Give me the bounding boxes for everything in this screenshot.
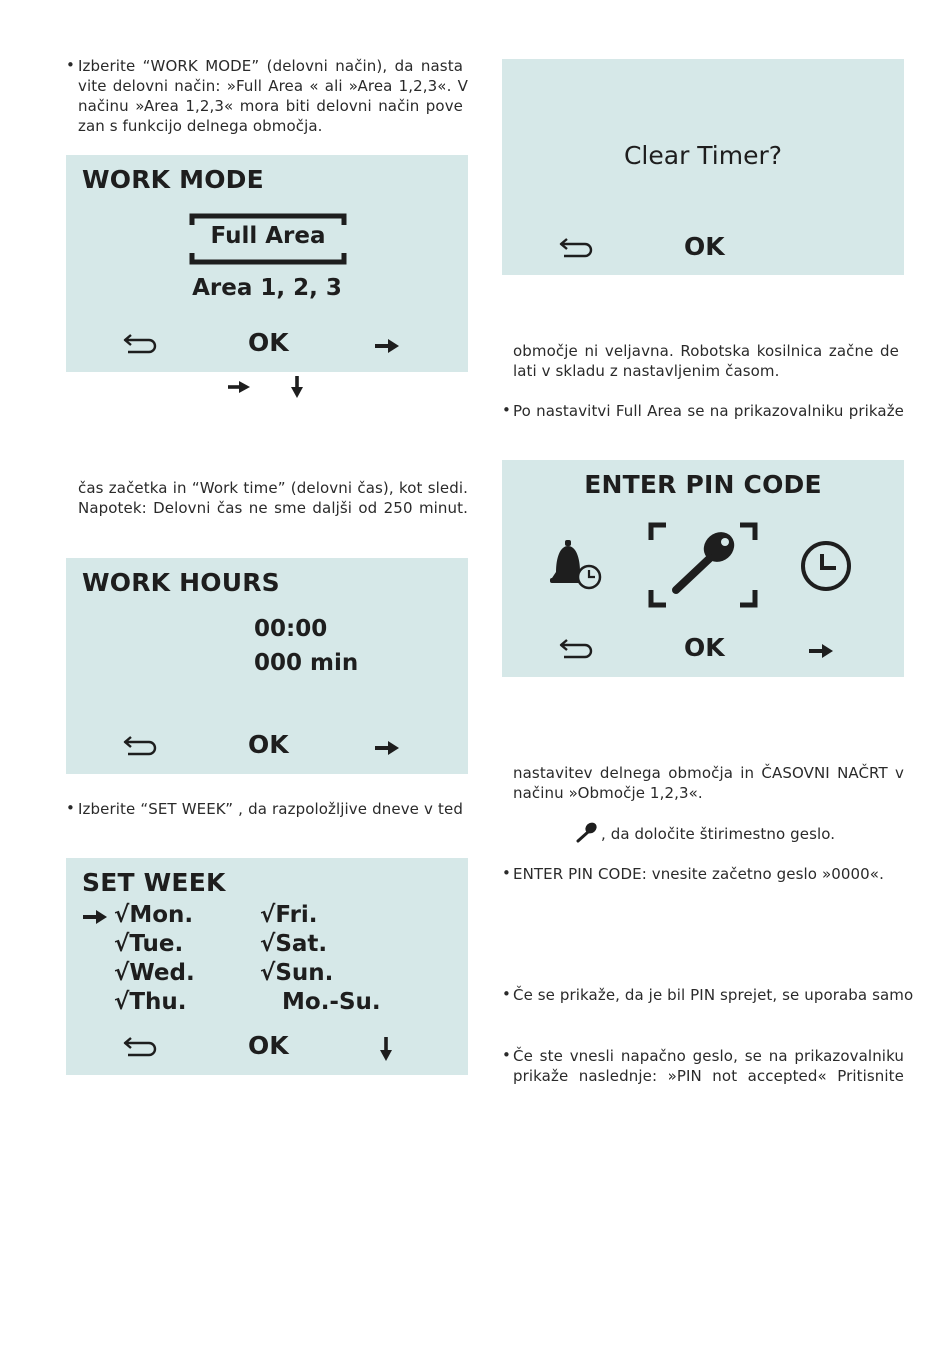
- set-week-panel: [66, 858, 468, 1075]
- day-label: Sun.: [275, 960, 334, 986]
- option-full-area[interactable]: Full Area: [210, 223, 326, 249]
- ok-button[interactable]: OK: [248, 1031, 289, 1060]
- check-icon: √: [260, 931, 276, 957]
- pin-panel: [502, 460, 904, 677]
- panel-title: WORK MODE: [82, 165, 264, 194]
- bullet: •: [502, 985, 511, 1003]
- intro-line: zan s funkcijo delnega območja.: [78, 117, 323, 135]
- day-label: Mon.: [129, 902, 194, 928]
- day-sun[interactable]: [260, 960, 333, 986]
- right-arrow-icon[interactable]: [374, 338, 400, 354]
- day-label: Sat.: [275, 931, 328, 957]
- clock-icon[interactable]: [800, 540, 852, 592]
- day-tue[interactable]: [114, 931, 183, 957]
- day-label: Thu.: [129, 989, 187, 1015]
- accepted-line: Če se prikaže, da je bil PIN sprejet, se uporaba samo: [513, 986, 914, 1004]
- pin-line: ENTER PIN CODE: vnesite začetno geslo »0000«.: [513, 865, 884, 883]
- partial-line: nastavitev delnega območja in ČASOVNI NAČRT v: [513, 764, 904, 782]
- down-arrow-icon: [290, 375, 304, 399]
- intro-line: načinu »Area 1,2,3« mora biti delovni način pove: [78, 97, 463, 115]
- back-arrow-icon[interactable]: [122, 1035, 158, 1057]
- panel-title: SET WEEK: [82, 868, 226, 897]
- down-arrow-icon[interactable]: [379, 1036, 393, 1062]
- work-hours-panel: [66, 558, 468, 774]
- back-arrow-icon[interactable]: [558, 637, 594, 659]
- key-icon: [576, 821, 598, 843]
- day-sat[interactable]: [260, 931, 327, 957]
- work-mode-panel: [66, 155, 468, 372]
- bullet: •: [502, 864, 511, 882]
- option-area-123[interactable]: Area 1, 2, 3: [192, 275, 342, 301]
- intro-line: vite delovni način: »Full Area « ali »Area 1,2,3«. V: [78, 77, 468, 95]
- back-arrow-icon[interactable]: [122, 332, 158, 354]
- day-wed[interactable]: [114, 960, 195, 986]
- back-arrow-icon[interactable]: [558, 236, 594, 258]
- right-arrow-icon: [227, 380, 251, 394]
- check-icon: √: [114, 960, 130, 986]
- ok-button[interactable]: OK: [684, 633, 725, 662]
- check-icon: √: [114, 989, 130, 1015]
- back-arrow-icon[interactable]: [122, 734, 158, 756]
- bullet: •: [66, 56, 75, 74]
- right-arrow-icon[interactable]: [374, 740, 400, 756]
- area-line: območje ni veljavna. Robotska kosilnica začne de: [513, 342, 899, 360]
- ok-button[interactable]: OK: [248, 730, 289, 759]
- clear-timer-panel: [502, 59, 904, 275]
- wrong-line: prikaže naslednje: »PIN not accepted« Pritisnite: [513, 1067, 904, 1085]
- check-icon: √: [260, 960, 276, 986]
- bell-clock-icon[interactable]: [546, 538, 606, 592]
- check-icon: √: [114, 902, 130, 928]
- day-thu[interactable]: [114, 989, 187, 1015]
- check-icon: √: [260, 902, 276, 928]
- key-icon[interactable]: [670, 528, 738, 596]
- panel-title: WORK HOURS: [82, 568, 280, 597]
- wrong-line: Če ste vnesli napačno geslo, se na prikazovalniku: [513, 1047, 904, 1065]
- bullet: •: [66, 799, 75, 817]
- right-arrow-icon: [82, 909, 108, 925]
- bullet: •: [502, 401, 511, 419]
- time-line: Napotek: Delovni čas ne sme daljši od 250 minut.: [78, 499, 468, 517]
- key-line: , da določite štirimestno geslo.: [601, 825, 836, 843]
- day-label: Tue.: [129, 931, 184, 957]
- bullet: •: [502, 1046, 511, 1064]
- intro-line: Izberite “WORK MODE” (delovni način), da nasta: [78, 57, 463, 75]
- start-time-value[interactable]: 00:00: [254, 616, 328, 642]
- day-all[interactable]: Mo.-Su.: [282, 989, 381, 1015]
- day-label: Wed.: [129, 960, 195, 986]
- ok-button[interactable]: OK: [248, 328, 289, 357]
- clear-timer-question: Clear Timer?: [623, 141, 783, 170]
- right-arrow-icon[interactable]: [808, 643, 834, 659]
- panel-title: ENTER PIN CODE: [584, 470, 822, 499]
- time-line: čas začetka in “Work time” (delovni čas), kot sledi.: [78, 479, 468, 497]
- day-fri[interactable]: [260, 902, 318, 928]
- set-week-line: Izberite “SET WEEK” , da razpoložljive dneve v ted: [78, 800, 463, 818]
- area-line: lati v skladu z nastavljenim časom.: [513, 362, 780, 380]
- day-mon[interactable]: [114, 902, 193, 928]
- duration-value[interactable]: 000 min: [254, 650, 359, 676]
- full-area-line: Po nastavitvi Full Area se na prikazovalniku prikaže: [513, 402, 904, 420]
- ok-button[interactable]: OK: [684, 232, 725, 261]
- check-icon: √: [114, 931, 130, 957]
- day-label: Fri.: [275, 902, 318, 928]
- partial-line: načinu »Območje 1,2,3«.: [513, 784, 703, 802]
